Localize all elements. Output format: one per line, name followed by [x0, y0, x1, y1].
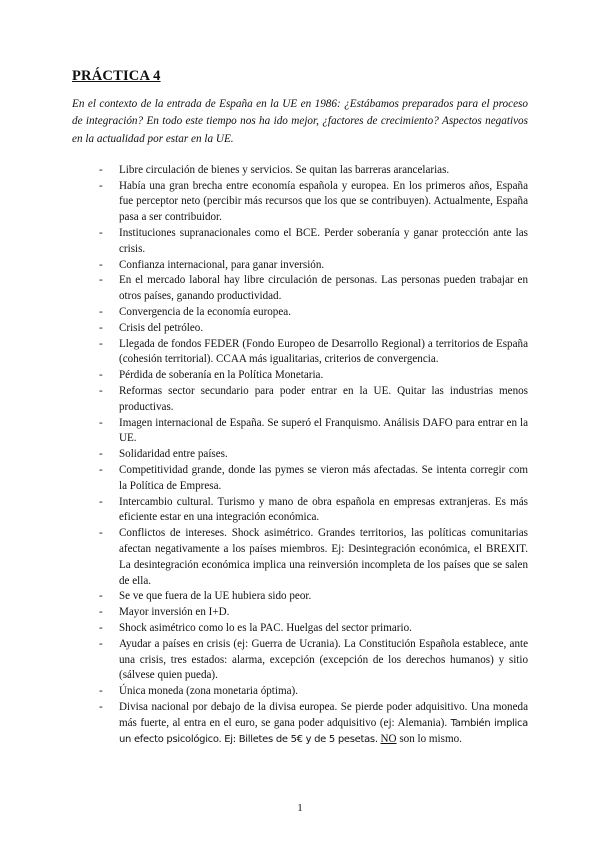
list-item-text: Pérdida de soberanía en la Política Monetaria. — [119, 369, 324, 382]
list-item — [99, 416, 528, 448]
list-item-text: Convergencia de la economía europea. — [119, 306, 291, 319]
list-item — [99, 337, 528, 369]
list-item-text: Imagen internacional de España. Se superó el Franquismo. Análisis DAFO para entrar en la UE. — [119, 416, 528, 445]
bullet-dash: - — [99, 590, 103, 603]
list-item — [99, 321, 528, 337]
list-item-text: Única moneda (zona monetaria óptima). — [119, 685, 298, 698]
bullet-dash: - — [99, 637, 103, 650]
bullet-dash: - — [99, 369, 103, 382]
list-item-text: Ayudar a países en crisis (ej: Guerra de Ucrania). La Constitución Española establece, ante una crisis, tres estados: alarma, excepción (excepción de los derechos humanos) y sitio (sálvese quien pueda). — [119, 637, 528, 682]
list-item-text: Shock asimétrico como lo es la PAC. Huelgas del sector primario. — [119, 622, 412, 634]
bullet-dash: - — [99, 448, 103, 461]
bullet-dash: - — [99, 464, 103, 477]
list-item — [99, 226, 528, 258]
bullet-list — [72, 163, 528, 747]
list-item — [99, 305, 528, 321]
list-item-text-end: son lo mismo. — [399, 732, 462, 745]
list-item — [99, 384, 528, 416]
bullet-dash: - — [99, 685, 103, 698]
list-item-text: Conflictos de intereses. Shock asimétrico. Grandes territorios, las políticas comunitarias afectan negativamente a los países miembros. Ej: Desintegración económica, el BREXIT. La desintegración económica implica una reinversión incompleta de los países que se salen de ella. — [119, 527, 528, 587]
bullet-dash: - — [99, 227, 103, 240]
bullet-dash: - — [99, 274, 103, 287]
bullet-dash: - — [99, 385, 103, 398]
list-item-text: Mayor inversión en I+D. — [119, 606, 230, 619]
list-item — [99, 621, 528, 637]
list-item-text: Se ve que fuera de la UE hubiera sido peor. — [119, 590, 312, 603]
list-item — [99, 589, 528, 605]
intro-question: En el contexto de la entrada de España en la UE en 1986: ¿Estábamos preparados para el proceso de integración? En todo este tiempo nos ha ido mejor, ¿factores de crecimiento? Aspectos negativos en la actualidad por estar en la UE. — [72, 98, 528, 145]
list-item-text: Crisis del petróleo. — [119, 321, 204, 334]
list-item — [99, 273, 528, 305]
list-item-handwritten-note: También implica un efecto psicológico. Ej: Billetes de 5€ y de 5 pesetas. — [119, 717, 528, 745]
list-item-text: Divisa nacional por debajo de la divisa europea. Se pierde poder adquisitivo. Una moneda más fuerte, al entra en el euro, se gana poder adquisitivo (ej: Alemania). — [119, 700, 528, 729]
list-item-underlined-no: NO — [380, 732, 397, 745]
bullet-dash: - — [99, 495, 103, 508]
list-item-text: En el mercado laboral hay libre circulación de personas. Las personas pueden trabajar en otros países, ganando productividad. — [119, 274, 528, 303]
page-number: 1 — [297, 802, 303, 814]
list-item-text: Llegada de fondos FEDER (Fondo Europeo de Desarrollo Regional) a territorios de España (cohesión territorial). CCAA más igualitarias, criterios de convergencia. — [119, 337, 528, 366]
list-item — [99, 700, 528, 747]
list-item — [99, 684, 528, 700]
list-item-text: Instituciones supranacionales como el BCE. Perder soberanía y ganar protección ante las crisis. — [119, 227, 528, 255]
bullet-dash: - — [99, 700, 103, 713]
list-item — [99, 526, 528, 589]
list-item — [99, 163, 528, 179]
bullet-dash: - — [99, 179, 103, 192]
list-item-text: Competitividad grande, donde las pymes se vieron más afectadas. Se intenta corregir com la Política de Empresa. — [119, 464, 528, 492]
list-item-text: Confianza internacional, para ganar inversión. — [119, 258, 325, 271]
list-item — [99, 463, 528, 495]
list-item-text: Libre circulación de bienes y servicios. Se quitan las barreras arancelarias. — [119, 163, 450, 176]
bullet-dash: - — [99, 306, 103, 319]
list-item — [99, 605, 528, 621]
page-title: PRÁCTICA 4 — [72, 68, 161, 84]
list-item-text: Solidaridad entre países. — [119, 448, 228, 461]
list-item — [99, 495, 528, 527]
bullet-dash: - — [99, 606, 103, 619]
bullet-dash: - — [99, 416, 103, 429]
list-item — [99, 447, 528, 463]
bullet-dash: - — [99, 321, 103, 334]
list-item-text: Reformas sector secundario para poder entrar en la UE. Quitar las industrias menos productivas. — [119, 385, 528, 413]
bullet-dash: - — [99, 337, 103, 350]
bullet-dash: - — [99, 527, 103, 540]
list-item — [99, 637, 528, 684]
list-item — [99, 368, 528, 384]
bullet-dash: - — [99, 163, 103, 176]
list-item-text: Intercambio cultural. Turismo y mano de obra española en empresas extranjeras. Es más eficiente estar en una integración económica. — [119, 495, 528, 524]
list-item — [99, 179, 528, 226]
list-item — [99, 258, 528, 274]
list-item-text: Había una gran brecha entre economía española y europea. En los primeros años, España fue perceptor neto (percibir más recursos que los que se contribuyen). Actualmente, España pasa a ser contribuidor. — [119, 179, 528, 224]
bullet-dash: - — [99, 258, 103, 271]
bullet-dash: - — [99, 622, 103, 634]
